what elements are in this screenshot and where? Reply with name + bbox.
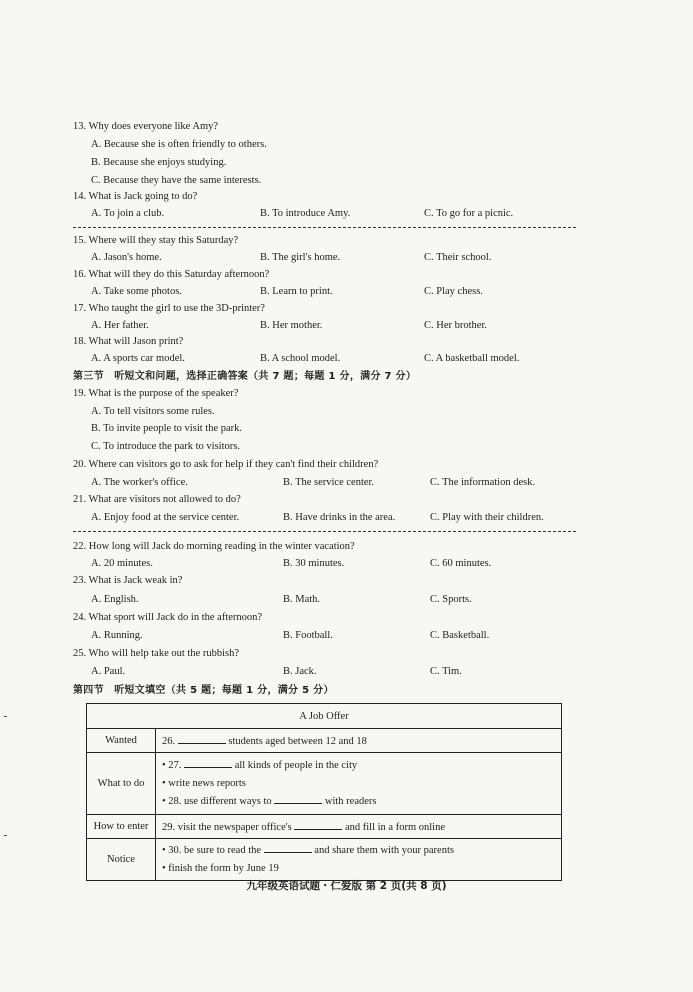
margin-mark xyxy=(4,716,7,717)
option-19c: C. To introduce the park to visitors. xyxy=(91,441,240,452)
task-28-text: with readers xyxy=(324,795,377,807)
notice-30-prefix: • 30. be sure to read the xyxy=(162,844,262,856)
option-25b: B. Jack. xyxy=(283,666,317,677)
option-18a: A. A sports car model. xyxy=(91,353,185,364)
question-23: 23. What is Jack weak in? xyxy=(73,575,183,586)
notice-30-text: and share them with your parents xyxy=(314,844,454,856)
option-25c: C. Tim. xyxy=(430,666,462,677)
table-title: A Job Offer xyxy=(87,704,562,729)
task-27 xyxy=(162,757,555,775)
job-offer-table xyxy=(86,703,562,881)
question-13: 13. Why does everyone like Amy? xyxy=(73,121,219,132)
what-to-do-cell xyxy=(156,753,562,815)
option-22b: B. 30 minutes. xyxy=(283,558,345,569)
option-24b: B. Football. xyxy=(283,630,333,641)
option-24a: A. Running. xyxy=(91,630,143,641)
option-18b: B. A school model. xyxy=(260,353,341,364)
question-16: 16. What will they do this Saturday afternoon? xyxy=(73,269,270,280)
option-16b: B. Learn to print. xyxy=(260,286,333,297)
task-27-text: all kinds of people in the city xyxy=(234,759,358,771)
option-14a: A. To join a club. xyxy=(91,208,165,219)
option-13b: B. Because she enjoys studying. xyxy=(91,157,227,168)
option-20c: C. The information desk. xyxy=(430,477,536,488)
question-17: 17. Who taught the girl to use the 3D-printer? xyxy=(73,303,265,314)
option-21c: C. Play with their children. xyxy=(430,512,544,523)
wanted-cell xyxy=(156,729,562,753)
question-24: 24. What sport will Jack do in the afternoon? xyxy=(73,612,263,623)
wanted-text: students aged between 12 and 18 xyxy=(228,736,367,747)
option-24c: C. Basketball. xyxy=(430,630,490,641)
option-15c: C. Their school. xyxy=(424,252,492,263)
enter-29-prefix: 29. visit the newspaper office's xyxy=(162,822,292,833)
option-25a: A. Paul. xyxy=(91,666,126,677)
question-25: 25. Who will help take out the rubbish? xyxy=(73,648,240,659)
option-15a: A. Jason's home. xyxy=(91,252,162,263)
option-17c: C. Her brother. xyxy=(424,320,487,331)
notice-cell xyxy=(156,839,562,881)
option-14c: C. To go for a picnic. xyxy=(424,208,514,219)
option-21b: B. Have drinks in the area. xyxy=(283,512,396,523)
wanted-label: Wanted xyxy=(87,729,156,753)
option-19a: A. To tell visitors some rules. xyxy=(91,406,215,417)
enter-29-text: and fill in a form online xyxy=(344,822,445,833)
blank-30 xyxy=(264,843,312,853)
section-3-heading: 第三节 听短文和问题，选择正确答案（共 7 题；每题 1 分，满分 7 分） xyxy=(73,371,417,382)
blank-26-number: 26. xyxy=(162,736,176,747)
option-23a: A. English. xyxy=(91,594,139,605)
notice-label: Notice xyxy=(87,839,156,881)
option-22c: C. 60 minutes. xyxy=(430,558,492,569)
question-14: 14. What is Jack going to do? xyxy=(73,191,198,202)
task-28-prefix: • 28. use different ways to xyxy=(162,795,272,807)
margin-mark xyxy=(4,835,7,836)
option-16a: A. Take some photos. xyxy=(91,286,182,297)
notice-deadline: • finish the form by June 19 xyxy=(162,862,279,874)
option-23c: C. Sports. xyxy=(430,594,472,605)
question-21: 21. What are visitors not allowed to do? xyxy=(73,494,241,505)
section-4-heading: 第四节 听短文填空（共 5 题；每题 1 分，满分 5 分） xyxy=(73,685,334,696)
blank-27 xyxy=(184,758,232,768)
question-15: 15. Where will they stay this Saturday? xyxy=(73,235,239,246)
what-to-do-label: What to do xyxy=(87,753,156,815)
option-17b: B. Her mother. xyxy=(260,320,323,331)
task-news: • write news reports xyxy=(162,777,246,789)
dashed-divider xyxy=(73,227,576,228)
option-14b: B. To introduce Amy. xyxy=(260,208,351,219)
question-20: 20. Where can visitors go to ask for help if they can't find their children? xyxy=(73,459,379,470)
option-13a: A. Because she is often friendly to others. xyxy=(91,139,267,150)
dashed-divider xyxy=(73,531,576,532)
option-15b: B. The girl's home. xyxy=(260,252,341,263)
blank-28 xyxy=(274,794,322,804)
option-13c: C. Because they have the same interests. xyxy=(91,175,262,186)
question-18: 18. What will Jason print? xyxy=(73,336,184,347)
task-28 xyxy=(162,793,555,811)
how-to-enter-cell xyxy=(156,815,562,839)
page-footer: 九年级英语试题・仁爱版 第 2 页(共 8 页) xyxy=(246,880,447,892)
question-19: 19. What is the purpose of the speaker? xyxy=(73,388,239,399)
blank-26 xyxy=(178,734,226,744)
option-20b: B. The service center. xyxy=(283,477,375,488)
blank-29 xyxy=(294,820,342,830)
option-18c: C. A basketball model. xyxy=(424,353,520,364)
how-to-enter-label: How to enter xyxy=(87,815,156,839)
option-16c: C. Play chess. xyxy=(424,286,483,297)
notice-30 xyxy=(162,842,555,860)
option-21a: A. Enjoy food at the service center. xyxy=(91,512,240,523)
question-22: 22. How long will Jack do morning reading in the winter vacation? xyxy=(73,541,355,552)
task-27-prefix: • 27. xyxy=(162,759,182,771)
option-23b: B. Math. xyxy=(283,594,321,605)
option-19b: B. To invite people to visit the park. xyxy=(91,423,243,434)
option-17a: A. Her father. xyxy=(91,320,149,331)
option-22a: A. 20 minutes. xyxy=(91,558,153,569)
option-20a: A. The worker's office. xyxy=(91,477,188,488)
